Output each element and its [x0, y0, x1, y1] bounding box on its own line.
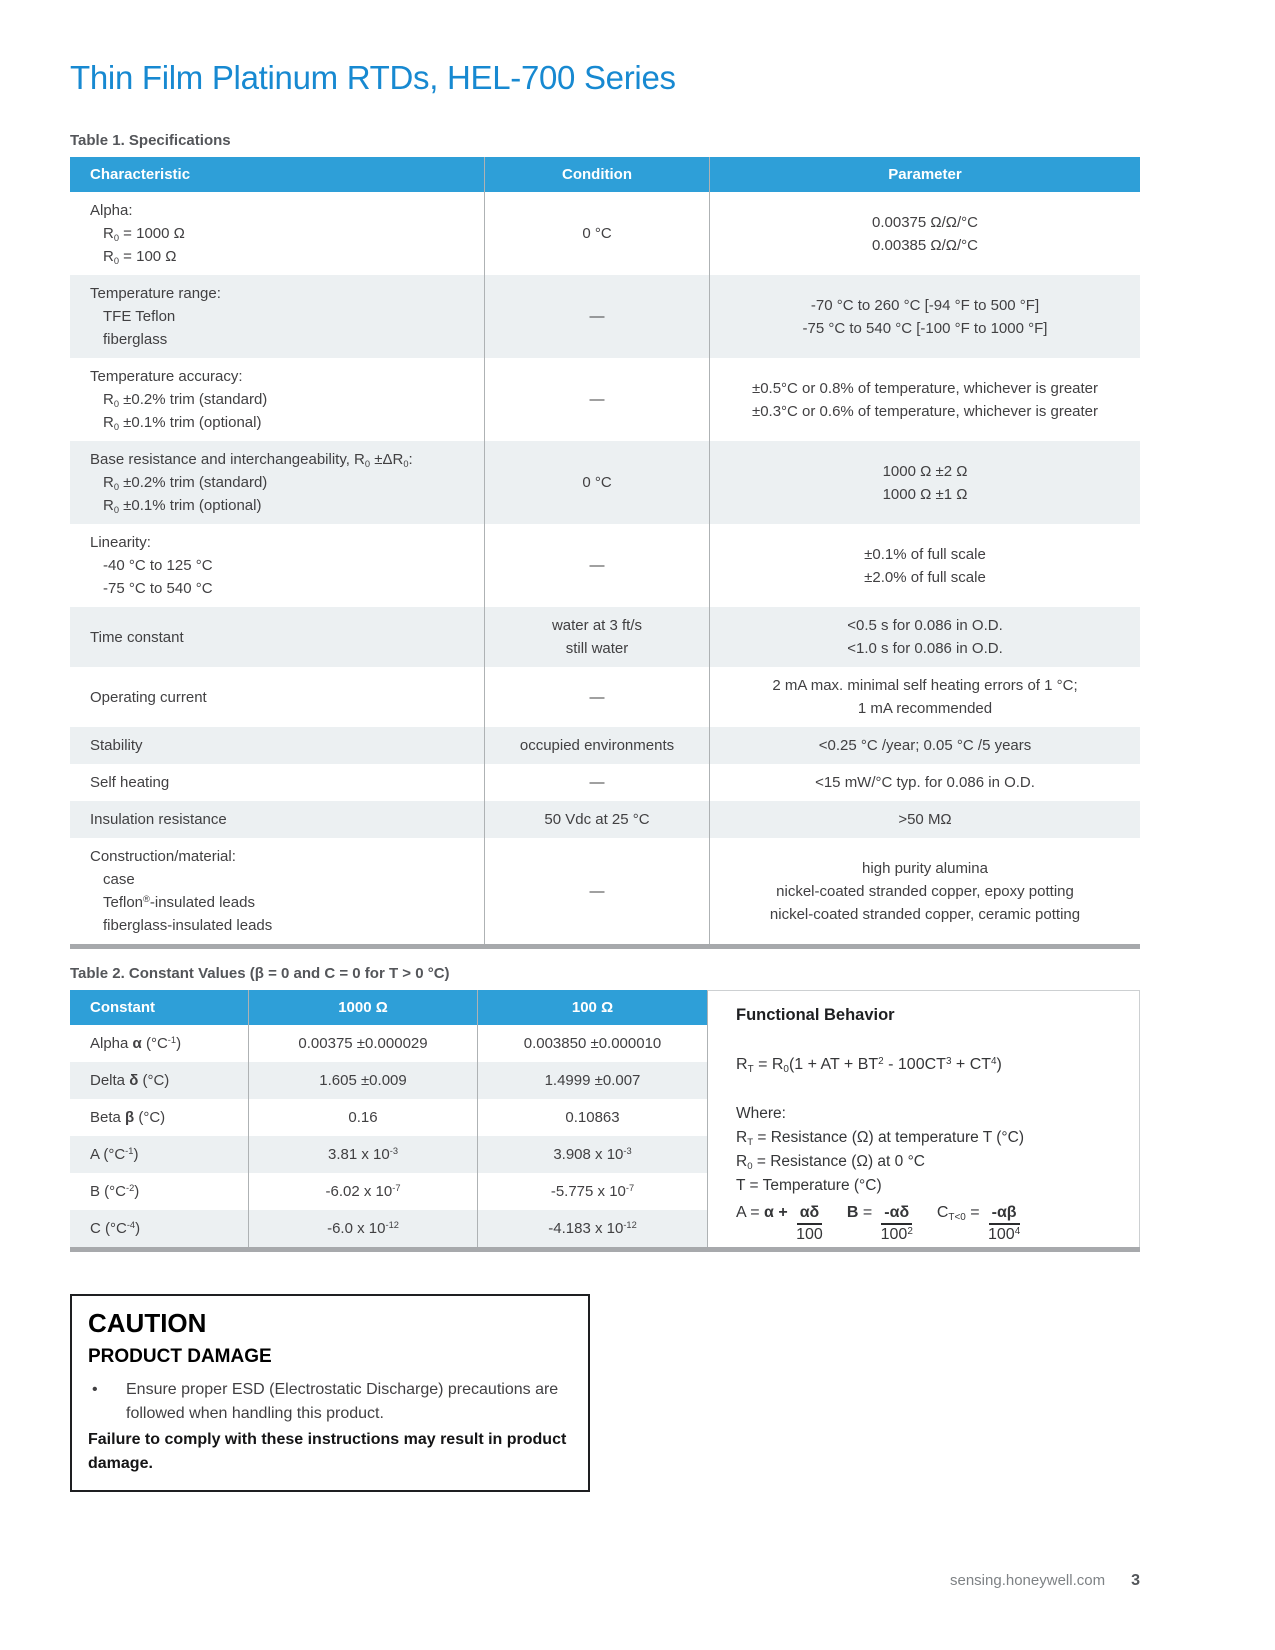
cell-line: >50 MΩ — [898, 811, 952, 828]
cell-line: 0 °C — [582, 225, 612, 242]
table-row — [70, 1210, 707, 1247]
table2-bottom-bar — [70, 1247, 1140, 1252]
cell-line: ±2.0% of full scale — [864, 568, 986, 586]
value-100ohm-cell — [477, 1173, 707, 1210]
cell-line: $R_0 \pm 0.1\%$ trim (optional) — [103, 414, 262, 432]
constant-c-numerator: -αβ — [989, 1204, 1020, 1225]
cell-line: -5.775 x $10^{-7}$ — [550, 1183, 635, 1200]
page-content — [70, 0, 1140, 1492]
constant-a-denominator: 100 — [796, 1226, 823, 1243]
page-title: Thin Film Platinum RTDs, HEL-700 Series — [70, 59, 676, 96]
cell-line: Delta δ (°C) — [90, 1072, 170, 1089]
table-row — [70, 1136, 707, 1173]
cell-line: A $(^\circ C^{-1})$ — [90, 1146, 139, 1163]
cell-line: C $(^\circ C^{-4})$ — [90, 1220, 141, 1237]
table-row — [70, 1025, 707, 1062]
condition-cell — [484, 607, 709, 667]
cell-line: Insulation resistance — [90, 811, 227, 828]
cell-line: Operating current — [90, 688, 207, 706]
table1-header-characteristic: Characteristic — [90, 166, 191, 183]
table-row — [70, 607, 1140, 667]
characteristic-cell — [70, 838, 484, 944]
table1-bottom-bar — [70, 944, 1140, 949]
characteristic-cell — [70, 801, 484, 838]
table1-body — [70, 192, 1140, 944]
constant-b-numerator: -αδ — [881, 1204, 912, 1225]
where-line-r0: $R_0$ = Resistance (Ω) at 0 °C — [736, 1153, 925, 1172]
table-row — [70, 727, 1140, 764]
cell-line: $R_0 \pm 0.2\%$ trim (standard) — [103, 391, 268, 409]
cell-line: 3.908 x $10^{-3}$ — [553, 1146, 632, 1163]
caution-box — [70, 1294, 590, 1492]
cell-line: Stability — [90, 737, 143, 754]
caution-bullet-item — [88, 1378, 572, 1426]
constant-b-denominator: $100^2$ — [880, 1226, 913, 1243]
specifications-table — [70, 157, 1140, 949]
cell-line: Construction/material: — [90, 848, 236, 865]
table-row — [70, 441, 1140, 524]
cell-line: water at 3 ft/s — [551, 617, 643, 634]
value-1000ohm-cell — [248, 1025, 477, 1062]
parameter-cell — [709, 764, 1140, 801]
characteristic-cell — [70, 607, 484, 667]
caution-bullet-text: Ensure proper ESD (Electrostatic Discharge) precautions are followed when handling this product. — [126, 1381, 559, 1422]
cell-line: <0.5 s for 0.086 in O.D. — [847, 617, 1003, 634]
cell-line: -75 °C to 540 °C — [103, 580, 213, 597]
caution-title: CAUTION — [88, 1308, 207, 1338]
cell-line: 0.16 — [348, 1109, 378, 1126]
cell-line: fiberglass — [103, 331, 168, 348]
parameter-cell — [709, 667, 1140, 727]
cell-line: ±0.5°C or 0.8% of temperature, whichever is greater — [751, 379, 1099, 397]
functional-behavior-panel — [707, 990, 1140, 1247]
constant-a-prefix: A = α + — [736, 1204, 788, 1221]
table1-header-condition: Condition — [484, 157, 709, 192]
cell-line: 1.605 ±0.009 — [319, 1072, 407, 1089]
table2-caption: Table 2. Constant Values (β = 0 and C = 0 for T > 0 °C) — [70, 965, 450, 982]
condition-cell — [484, 667, 709, 727]
cell-line: occupied environments — [519, 737, 675, 754]
cell-line: 1 mA recommended — [857, 700, 993, 717]
cell-line: Temperature accuracy: — [90, 368, 243, 385]
table2-header-row — [70, 990, 707, 1025]
constant-cell — [70, 1099, 248, 1136]
cell-line: $R_0 \pm 0.2\%$ trim (standard) — [103, 474, 268, 492]
table-row — [70, 1173, 707, 1210]
cell-line: <0.25 °C /year; 0.05 °C /5 years — [818, 737, 1032, 754]
constant-c-fraction — [988, 1204, 1020, 1244]
constant-c-formula — [937, 1204, 1020, 1244]
parameter-cell — [709, 441, 1140, 524]
value-1000ohm-cell — [248, 1173, 477, 1210]
cell-line: <1.0 s for 0.086 in O.D. — [847, 640, 1003, 657]
caution-note: Failure to comply with these instructions may result in product damage. — [88, 1431, 567, 1472]
parameter-cell — [709, 801, 1140, 838]
constant-cell — [70, 1062, 248, 1099]
cell-line: 2 mA max. minimal self heating errors of 1 °C; — [772, 677, 1078, 694]
page-number: 3 — [1131, 1572, 1140, 1589]
condition-cell — [484, 192, 709, 275]
table-row — [70, 192, 1140, 275]
condition-cell — [484, 838, 709, 944]
cell-line: Temperature range: — [90, 285, 221, 302]
cell-line: 0.003850 ±0.000010 — [523, 1035, 662, 1052]
constant-values-table — [70, 990, 707, 1247]
functional-behavior-heading: Functional Behavior — [736, 1006, 895, 1024]
constant-cell — [70, 1210, 248, 1247]
constant-a-numerator: αδ — [797, 1204, 823, 1225]
value-1000ohm-cell — [248, 1210, 477, 1247]
cell-line: -4.183 x $10^{-12}$ — [548, 1220, 637, 1237]
cell-line: Teflon®-insulated leads — [103, 894, 255, 911]
table-row — [70, 838, 1140, 944]
cell-line: 3.81 x $10^{-3}$ — [328, 1146, 398, 1163]
cell-line: 0.00385 Ω/Ω/°C — [872, 236, 978, 254]
where-line-t: T = Temperature (°C) — [736, 1177, 882, 1194]
parameter-cell — [709, 727, 1140, 764]
condition-cell — [484, 524, 709, 607]
cell-line: Beta β (°C) — [90, 1109, 166, 1126]
value-1000ohm-cell — [248, 1062, 477, 1099]
cell-line: case — [103, 871, 135, 888]
characteristic-cell — [70, 275, 484, 358]
cell-line: Base resistance and interchangeability, $R_0 \pm\Delta R_0$: — [90, 451, 413, 469]
constant-a-formula — [736, 1204, 823, 1244]
cell-line: ±0.3°C or 0.6% of temperature, whichever is greater — [751, 402, 1099, 420]
cell-line: 1.4999 ±0.007 — [544, 1072, 641, 1089]
page-footer — [70, 1572, 1140, 1590]
parameter-cell — [709, 358, 1140, 441]
table1-header-parameter: Parameter — [709, 157, 1140, 192]
cell-line: 0.00375 ±0.000029 — [298, 1035, 428, 1052]
constant-b-prefix: B = — [846, 1204, 877, 1221]
characteristic-cell — [70, 192, 484, 275]
cell-line: Time constant — [90, 628, 184, 646]
table-row — [70, 667, 1140, 727]
table-row — [70, 1062, 707, 1099]
condition-cell — [484, 358, 709, 441]
table-row — [70, 275, 1140, 358]
parameter-cell — [709, 275, 1140, 358]
condition-cell — [484, 727, 709, 764]
characteristic-cell — [70, 764, 484, 801]
table-row — [70, 801, 1140, 838]
value-100ohm-cell — [477, 1136, 707, 1173]
value-100ohm-cell — [477, 1099, 707, 1136]
cell-line: -75 °C to 540 °C [-100 °F to 1000 °F] — [802, 319, 1048, 337]
cell-line: <15 mW/°C typ. for 0.086 in O.D. — [815, 774, 1035, 791]
parameter-cell — [709, 524, 1140, 607]
cell-line: $R_0 \pm 0.1\%$ trim (optional) — [103, 497, 262, 515]
cell-line: — — [589, 308, 605, 325]
cell-line: nickel-coated stranded copper, epoxy potting — [776, 882, 1074, 900]
footer-url: sensing.honeywell.com — [950, 1572, 1106, 1589]
characteristic-cell — [70, 441, 484, 524]
cell-line: 1000 Ω ±2 Ω — [882, 462, 968, 480]
table2-header-1000ohm: 1000 Ω — [248, 990, 477, 1025]
constant-c-prefix: $C_{T<0}$ = — [936, 1204, 984, 1223]
value-100ohm-cell — [477, 1062, 707, 1099]
cell-line: -40 °C to 125 °C — [103, 557, 213, 574]
table2-body — [70, 1025, 707, 1247]
table2-header-constant: Constant — [90, 999, 155, 1016]
constant-cell — [70, 1173, 248, 1210]
cell-line: Alpha: — [90, 202, 133, 219]
cell-line: — — [589, 882, 605, 900]
cell-line: 0.00375 Ω/Ω/°C — [872, 213, 978, 231]
condition-cell — [484, 801, 709, 838]
condition-cell — [484, 441, 709, 524]
characteristic-cell — [70, 524, 484, 607]
parameter-cell — [709, 192, 1140, 275]
table2-header-100ohm: 100 Ω — [477, 990, 707, 1025]
table-row — [70, 358, 1140, 441]
value-1000ohm-cell — [248, 1136, 477, 1173]
cell-line: fiberglass-insulated leads — [103, 917, 273, 934]
cell-line: high purity alumina — [862, 859, 988, 877]
value-100ohm-cell — [477, 1025, 707, 1062]
parameter-cell — [709, 607, 1140, 667]
cell-line: 50 Vdc at 25 °C — [544, 811, 650, 828]
bullet-icon: • — [92, 1381, 98, 1398]
cell-line: — — [589, 391, 605, 408]
where-line-rt: $R_T$ = Resistance (Ω) at temperature T (°C) — [736, 1129, 1024, 1148]
value-100ohm-cell — [477, 1210, 707, 1247]
cell-line: Self heating — [90, 774, 170, 791]
where-definitions — [736, 1102, 1129, 1198]
cell-line: 1000 Ω ±1 Ω — [882, 485, 968, 503]
constant-values-block — [70, 990, 1140, 1247]
constant-c-denominator: $100^4$ — [987, 1226, 1021, 1243]
cell-line: 0 °C — [582, 474, 612, 491]
constant-b-formula — [847, 1204, 913, 1244]
cell-line: — — [589, 774, 605, 791]
cell-line: Linearity: — [90, 534, 151, 551]
table-row — [70, 524, 1140, 607]
cell-line: $R_0 = 1000$ Ω — [103, 225, 185, 243]
cell-line: B $(^\circ C^{-2})$ — [90, 1183, 140, 1200]
where-label: Where: — [736, 1105, 786, 1122]
cell-line: — — [589, 688, 605, 706]
table-row — [70, 764, 1140, 801]
constant-cell — [70, 1136, 248, 1173]
condition-cell — [484, 764, 709, 801]
characteristic-cell — [70, 358, 484, 441]
cell-line: -70 °C to 260 °C [-94 °F to 500 °F] — [810, 296, 1040, 314]
constant-cell — [70, 1025, 248, 1062]
cell-line: -6.0 x $10^{-12}$ — [327, 1220, 399, 1237]
cell-line: — — [589, 557, 605, 574]
cell-line: TFE Teflon — [103, 308, 176, 325]
cell-line: Alpha α $(^\circ C^{-1})$ — [90, 1035, 182, 1052]
constants-formulas — [736, 1204, 1129, 1244]
cell-line: nickel-coated stranded copper, ceramic potting — [769, 905, 1081, 923]
cell-line: still water — [565, 640, 629, 657]
cell-line: ±0.1% of full scale — [864, 545, 986, 563]
constant-a-fraction — [796, 1204, 823, 1244]
cell-line: -6.02 x $10^{-7}$ — [325, 1183, 401, 1200]
value-1000ohm-cell — [248, 1099, 477, 1136]
characteristic-cell — [70, 727, 484, 764]
cell-line: $R_0 = 100$ Ω — [103, 248, 177, 266]
constant-b-fraction — [881, 1204, 913, 1244]
rt-formula: $R_T = R_0(1$ + AT + $BT^2 - 100CT^3 + CT^4$) — [736, 1056, 1002, 1075]
table1-caption: Table 1. Specifications — [70, 132, 231, 149]
caution-subtitle: PRODUCT DAMAGE — [88, 1346, 272, 1367]
parameter-cell — [709, 838, 1140, 944]
table-row — [70, 1099, 707, 1136]
condition-cell — [484, 275, 709, 358]
characteristic-cell — [70, 667, 484, 727]
cell-line: 0.10863 — [565, 1109, 620, 1126]
table1-header-row — [70, 157, 1140, 192]
